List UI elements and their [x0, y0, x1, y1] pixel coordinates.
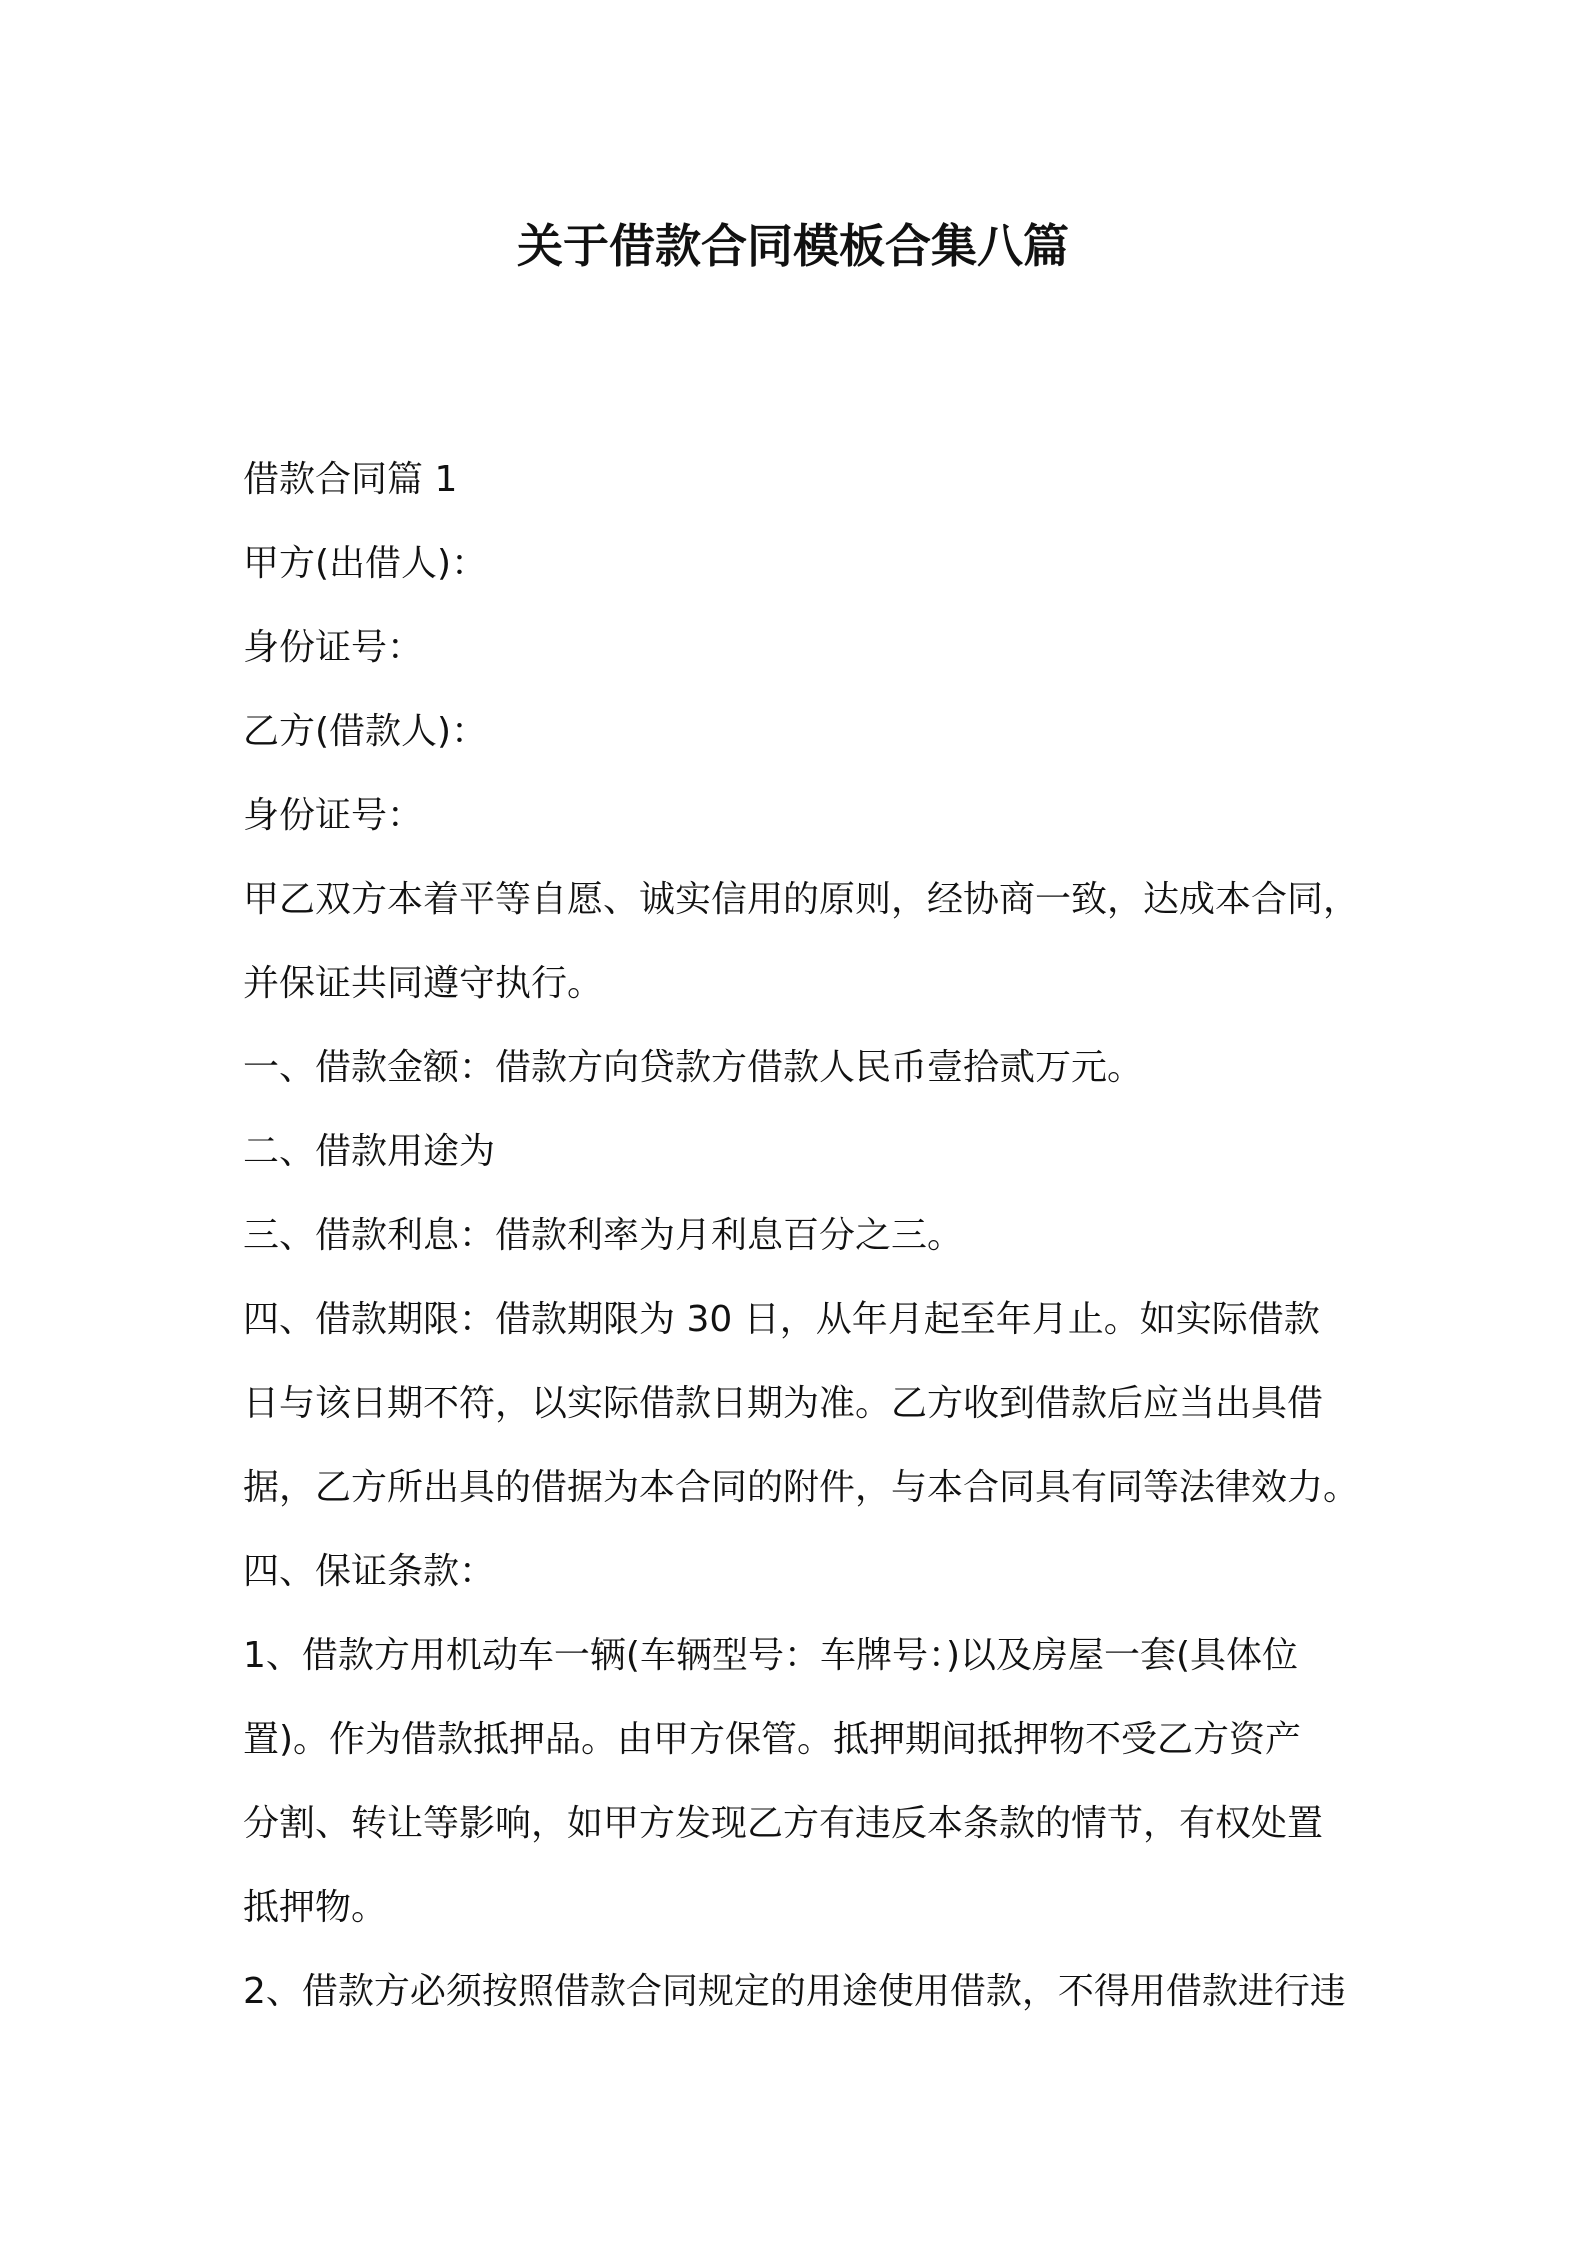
section-heading: 借款合同篇 1	[243, 459, 458, 500]
paragraph-line: 并保证共同遵守执行。	[243, 963, 604, 1004]
paragraph-line: 抵押物。	[243, 1887, 388, 1928]
paragraph-line: 日与该日期不符，以实际借款日期为准。乙方收到借款后应当出具借	[243, 1383, 1324, 1424]
party-a-id-field: 身份证号：	[243, 627, 424, 668]
party-b-id-field: 身份证号：	[243, 795, 424, 836]
party-a-field: 甲方(出借人)：	[243, 543, 488, 584]
clause-guarantee-heading: 四、保证条款：	[243, 1551, 496, 1592]
party-b-field: 乙方(借款人)：	[243, 711, 488, 752]
paragraph-line: 据，乙方所出具的借据为本合同的附件，与本合同具有同等法律效力。	[243, 1467, 1360, 1508]
guarantee-item-2: 2、借款方必须按照借款合同规定的用途使用借款，不得用借款进行违	[243, 1971, 1346, 2012]
paragraph-line: 甲乙双方本着平等自愿、诚实信用的原则，经协商一致，达成本合同，	[243, 879, 1360, 920]
clause-loan-interest: 三、借款利息：借款利率为月利息百分之三。	[243, 1215, 964, 1256]
paragraph-line: 置)。作为借款抵押品。由甲方保管。抵押期间抵押物不受乙方资产	[243, 1719, 1302, 1760]
document-title: 关于借款合同模板合集八篇	[517, 219, 1069, 273]
clause-loan-amount: 一、借款金额：借款方向贷款方借款人民币壹拾贰万元。	[243, 1047, 1144, 1088]
guarantee-item-1: 1、借款方用机动车一辆(车辆型号：车牌号：)以及房屋一套(具体位	[243, 1635, 1299, 1676]
paragraph-line: 分割、转让等影响，如甲方发现乙方有违反本条款的情节，有权处置	[243, 1803, 1324, 1844]
clause-loan-term: 四、借款期限：借款期限为 30 日，从年月起至年月止。如实际借款	[243, 1299, 1320, 1340]
clause-loan-purpose: 二、借款用途为	[243, 1131, 496, 1172]
